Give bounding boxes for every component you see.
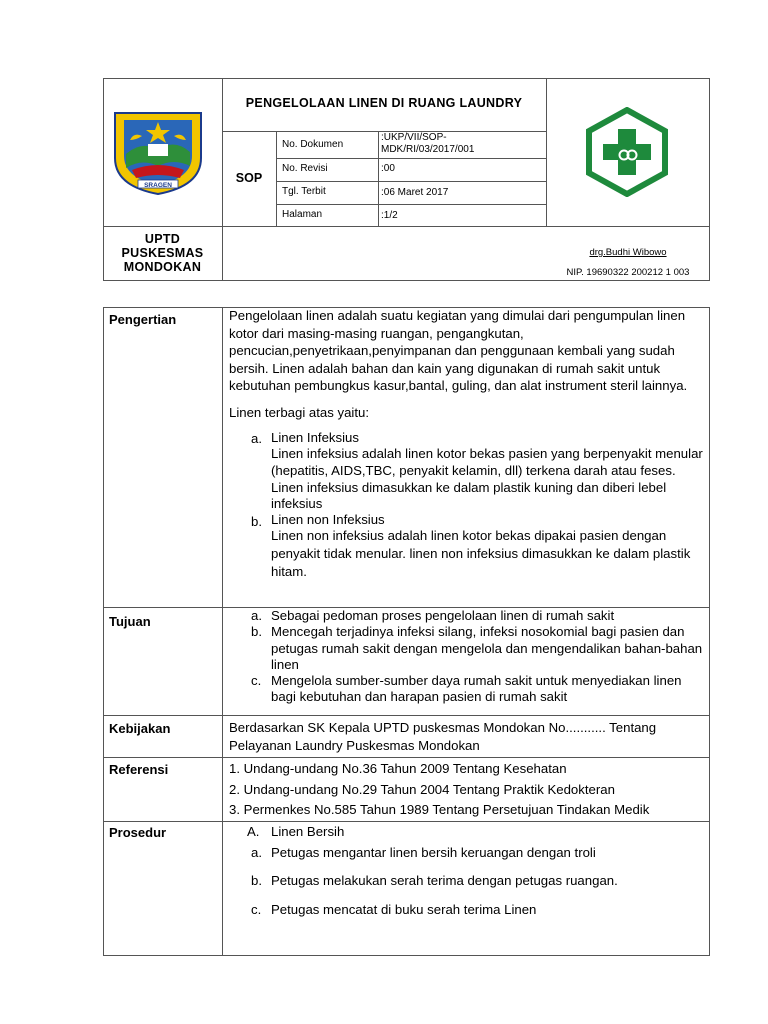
document-title: PENGELOLAAN LINEN DI RUANG LAUNDRY: [245, 96, 523, 110]
list-item: [229, 430, 703, 513]
signer-name: drg.Budhi Wibowo: [589, 247, 667, 258]
list-item-text: Linen non infeksius adalah linen kotor bekas dipakai pasien dengan penyakit tidak menular. linen non infeksius dimasukkan ke dalam plastik hitam.: [271, 528, 691, 580]
org-name-line-3: MONDOKAN: [123, 260, 202, 274]
list-marker: c.: [251, 901, 262, 917]
prosedur-heading: [229, 823, 703, 841]
section-label-tujuan: Tujuan: [109, 614, 151, 629]
list-item-text: Petugas mencatat di buku serah terima Linen: [271, 901, 537, 917]
reference-item: 2. Undang-undang No.29 Tahun 2004 Tentang Praktik Kedokteran: [229, 781, 615, 797]
reference-item: 3. Permenkes No.585 Tahun 1989 Tentang Persetujuan Tindakan Medik: [229, 802, 650, 817]
meta-value-no-dokumen: :UKP/VII/SOP- MDK/RI/03/2017/001: [381, 132, 475, 155]
section-label-prosedur: Prosedur: [109, 825, 167, 840]
section-label-referensi: Referensi: [109, 762, 169, 777]
list-item-title: Linen Infeksius: [271, 430, 359, 445]
sop-label: SOP: [235, 171, 263, 185]
meta-label-no-revisi: No. Revisi: [282, 163, 328, 174]
pengertian-sub-intro: Linen terbagi atas yaitu:: [229, 404, 370, 420]
meta-label-no-dokumen: No. Dokumen: [282, 139, 344, 150]
list-item: [229, 608, 703, 624]
meta-label-tgl-terbit: Tgl. Terbit: [282, 186, 326, 197]
meta-label-halaman: Halaman: [282, 209, 323, 220]
list-item-text: Petugas mengantar linen bersih keruangan dengan troli: [271, 844, 596, 860]
section-content-referensi: [229, 759, 707, 821]
prosedur-heading-text: Linen Bersih: [271, 824, 345, 839]
list-item-text: Linen infeksius adalah linen kotor bekas pasien yang berpenyakit menular (hepatitis, AIDS,TBC, penyakit kelamin, dll) terkena darah atau feses. Linen infeksius dimasukkan ke dalam plastik kuning dan diberi lebel infeksius: [271, 446, 703, 512]
list-item: [229, 901, 703, 919]
section-content-prosedur: [229, 823, 703, 918]
pengertian-list: [229, 430, 703, 581]
org-name-line-2: PUSKESMAS: [121, 246, 204, 260]
puskesmas-logo: [584, 107, 670, 197]
list-item-text: Petugas melakukan serah terima dengan petugas ruangan.: [271, 873, 618, 888]
list-item-text: Mengelola sumber-sumber daya rumah sakit untuk menyediakan linen bagi kebutuhan dan harapan pasien di rumah sakit: [271, 673, 682, 705]
section-label-pengertian: Pengertian: [109, 312, 177, 327]
list-item: [229, 513, 703, 581]
list-marker: b.: [251, 873, 262, 888]
meta-value-no-revisi: :00: [381, 163, 395, 174]
list-item-text: Mencegah terjadinya infeksi silang, infeksi nosokomial bagi pasien dan petugas rumah sakit dengan mengelola dan mengendalikan bahan-bahan linen: [271, 624, 703, 672]
list-marker: b.: [251, 624, 262, 640]
section-content-pengertian: [229, 307, 703, 581]
list-marker: a.: [251, 431, 262, 446]
list-marker: c.: [251, 673, 262, 689]
list-marker: a.: [251, 844, 262, 860]
pengertian-intro: Pengelolaan linen adalah suatu kegiatan yang dimulai dari pengumpulan linen kotor dari masing-masing ruangan, pengangkutan, pencucian,penyetrikaan,penyimpanan dan penggunaan kembali yang sudah bersih. Linen adalah bahan dan kain yang digunakan di rumah sakit untuk kebutuhan pembungkus kasur,bantal, guling, dan alat instrument steril lainnya.: [229, 308, 688, 393]
signer-nip: NIP. 19690322 200212 1 003: [566, 267, 690, 278]
list-marker: A.: [247, 824, 260, 839]
meta-value-tgl-terbit: :06 Maret 2017: [381, 187, 449, 198]
reference-item: 1. Undang-undang No.36 Tahun 2009 Tentang Kesehatan: [229, 761, 567, 776]
list-item: [229, 872, 703, 890]
meta-value-halaman: :1/2: [381, 210, 398, 221]
list-item: [229, 624, 703, 673]
list-item-text: Sebagai pedoman proses pengelolaan linen di rumah sakit: [271, 608, 615, 623]
emblem-caption: SRAGEN: [144, 182, 172, 189]
list-marker: a.: [251, 608, 262, 623]
org-name-line-1: UPTD: [144, 232, 181, 246]
list-marker: b.: [251, 514, 262, 530]
section-label-kebijakan: Kebijakan: [109, 721, 171, 736]
list-item: [229, 844, 703, 862]
sragen-emblem-logo: [112, 110, 204, 196]
list-item-title: Linen non Infeksius: [271, 512, 385, 528]
org-name: [103, 232, 222, 274]
section-content-tujuan: [229, 608, 703, 706]
section-content-kebijakan: Berdasarkan SK Kepala UPTD puskesmas Mondokan No........... Tentang Pelayanan Laundry Puskesmas Mondokan: [229, 720, 657, 753]
list-item: [229, 673, 703, 706]
